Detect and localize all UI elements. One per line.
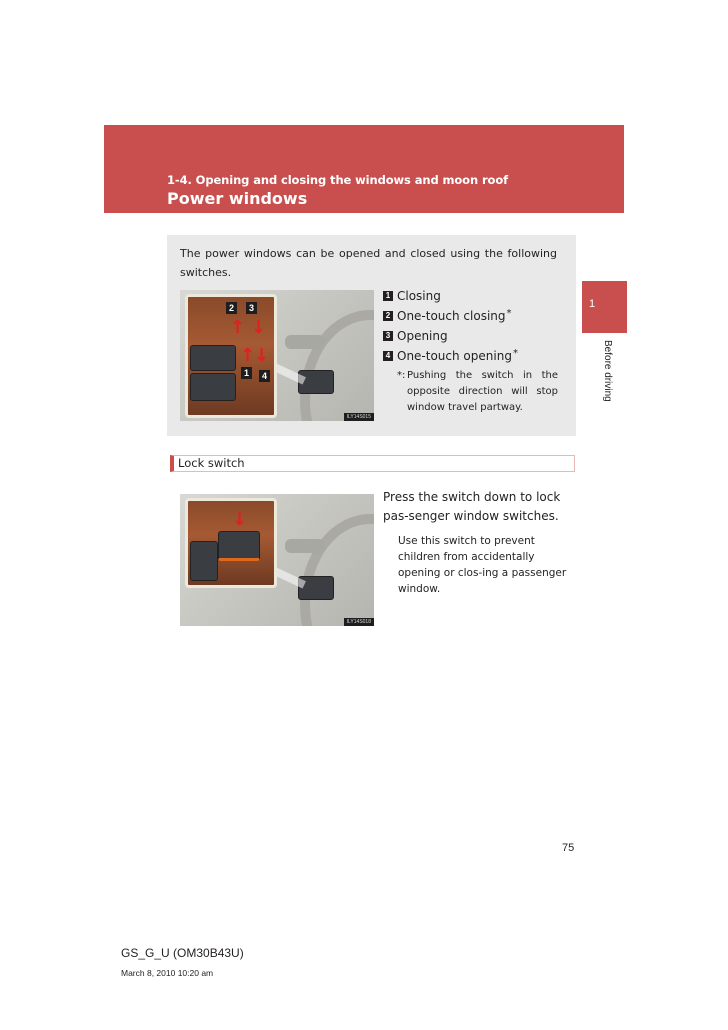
document-id: GS_G_U (OM30B43U) — [121, 946, 244, 960]
legend-item-opening — [383, 326, 563, 346]
arrow-down-icon: ↓ — [251, 317, 267, 338]
legend-item-one-touch-opening — [383, 346, 563, 366]
footnote-text: Pushing the switch in the opposite direction will stop window travel partway. — [407, 370, 558, 413]
arrow-up-icon: ↑ — [240, 345, 256, 366]
callout-1: 1 — [241, 367, 252, 379]
chapter-tab[interactable] — [582, 281, 627, 333]
door-lock-switch-shape — [190, 541, 218, 581]
footnote-mark: *: — [397, 370, 406, 381]
window-lock-switch-shape — [218, 531, 260, 561]
window-switch-shape — [190, 373, 236, 401]
lock-switch-heading — [170, 455, 575, 472]
callout-3: 3 — [246, 302, 257, 314]
window-switch-shape — [190, 345, 236, 371]
legend-label: Opening — [397, 329, 448, 343]
legend-label: Closing — [397, 289, 441, 303]
chapter-label: Before driving — [602, 340, 613, 402]
figure-code: ILY14S015 — [344, 413, 374, 421]
legend-label: One-touch closing — [397, 309, 506, 323]
callout-4: 4 — [259, 370, 270, 382]
subheading-text: Lock switch — [178, 456, 245, 470]
callout-2: 2 — [226, 302, 237, 314]
legend-item-one-touch-closing — [383, 306, 563, 326]
number-badge: 2 — [383, 311, 393, 321]
steering-wheel-shape — [300, 310, 374, 421]
lock-switch-note: Use this switch to prevent children from accidentally opening or clos-ing a passenger window. — [398, 535, 567, 595]
asterisk: * — [512, 348, 518, 359]
number-badge: 4 — [383, 351, 393, 361]
footnote — [397, 368, 558, 416]
document-date: March 8, 2010 10:20 am — [121, 968, 214, 978]
lock-switch-description: Press the switch down to lock pas-senger window switches. — [383, 490, 561, 523]
door-handle-shape — [285, 335, 325, 349]
figure-code: ILY14S018 — [344, 618, 374, 626]
switch-legend — [383, 286, 563, 366]
steering-wheel-shape — [300, 514, 374, 626]
chapter-header — [104, 125, 624, 213]
intro-text: The power windows can be opened and closed using the following switches. — [180, 247, 557, 279]
arrow-down-icon: ↓ — [254, 345, 270, 366]
number-badge: 1 — [383, 291, 393, 301]
window-switch-illustration — [180, 290, 374, 421]
legend-label: One-touch opening — [397, 349, 512, 363]
arrow-down-icon: ↓ — [232, 509, 248, 530]
asterisk: * — [506, 308, 512, 319]
legend-item-closing — [383, 286, 563, 306]
switch-closeup-inset — [185, 294, 277, 418]
section-title: 1-4. Opening and closing the windows and moon roof — [167, 173, 509, 187]
arrow-up-icon: ↑ — [230, 317, 246, 338]
number-badge: 3 — [383, 331, 393, 341]
chapter-number: 1 — [589, 298, 596, 310]
lock-switch-closeup-inset — [185, 498, 277, 588]
lock-switch-illustration — [180, 494, 374, 626]
page-title: Power windows — [167, 189, 308, 208]
page-number: 75 — [562, 842, 575, 854]
door-handle-shape — [285, 539, 325, 553]
